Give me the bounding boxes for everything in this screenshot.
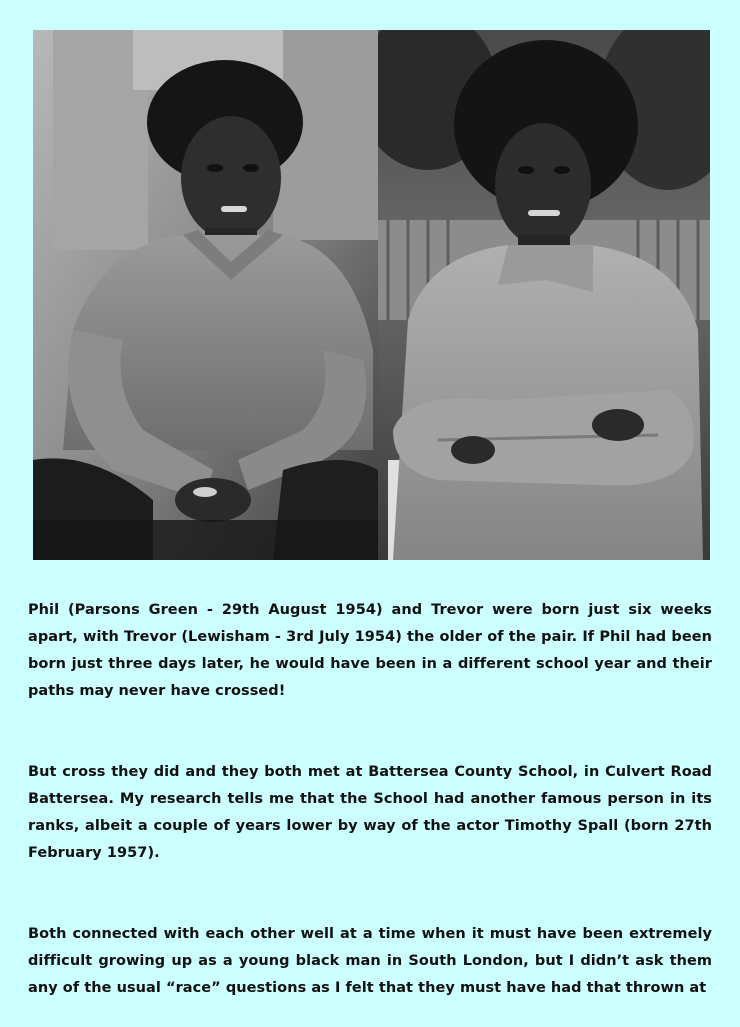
article-body xyxy=(28,597,712,1002)
paragraph-battersea-school: But cross they did and they both met at Battersea County School, in Culvert Road Battersea. My research tells me that the School had another famous person in its ranks, albeit a couple of years lower by way of the actor Timothy Spall (born 27th February 1957). xyxy=(28,764,712,861)
photo-trevor xyxy=(378,30,710,560)
crouching-man-photo xyxy=(33,30,378,560)
paragraph-birth-dates: Phil (Parsons Green - 29th August 1954) and Trevor were born just six weeks apart, with Trevor (Lewisham - 3rd July 1954) the older of the pair. If Phil had been born just three days later, he would have been in a different school year and their paths may never have crossed! xyxy=(28,602,712,699)
photo-strip xyxy=(33,30,710,560)
paragraph-growing-up: Both connected with each other well at a time when it must have been extremely difficult growing up as a young black man in South London, but I didn’t ask them any of the usual “race” questions as I felt that they must have had that thrown at xyxy=(28,926,712,996)
photo-phil xyxy=(33,30,378,560)
standing-man-arms-folded-photo xyxy=(378,30,710,560)
